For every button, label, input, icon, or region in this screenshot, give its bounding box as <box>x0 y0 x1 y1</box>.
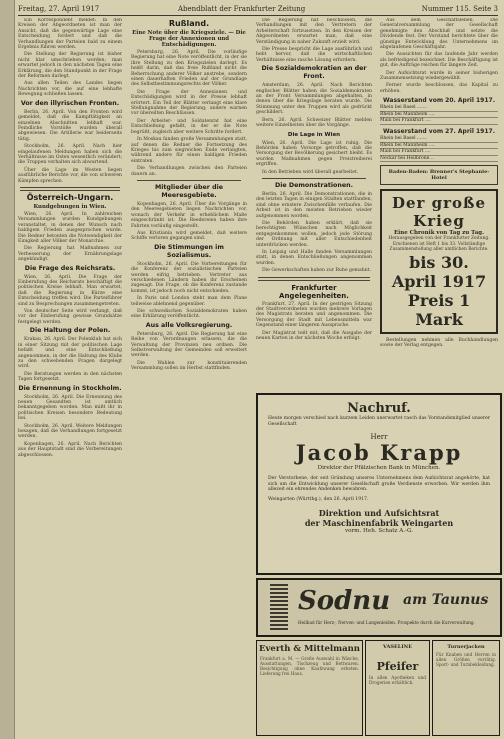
col1-heading-reichsrat: Die Frage des Reichsrats. <box>24 264 116 272</box>
col4-text-bottom: Bestellungen nehmen alle Buchhandlungen sowie der Verlag entgegen. <box>380 337 498 349</box>
col3-heading-frankfurt: Frankfurter Angelegenheiten. <box>279 283 349 300</box>
column-3 <box>256 18 372 390</box>
col3-text-demonstrations: Berlin, 26. April. Die Demonstrationen, die in den letzten Tagen in einigen Städten stattfanden, sind ohne ernstere Zwischenfälle verlaufen. Die Arbeit ist in den meisten Betrieben wieder aufgenommen worden. Die Behörden haben erklärt, daß sie berechtigten Wünschen nach Möglichkeit entgegenkommen wollen, jedoch jede Störung der Ordnung mit aller Entschiedenheit unterdrücken werden. In Leipzig und Halle fanden Versammlungen statt, in denen Entschließungen angenommen wurden. Die Gewerkschaften haben zur Ruhe gemahnt. <box>256 191 372 274</box>
col3-heading-demonstrations: Die Demonstrationen. <box>275 181 353 189</box>
col1-text-reichsrat: Wien, 26. April. Die Frage der Einberufung des Reichsrats beschäftigt die politischen Kreise lebhaft. Man erwartet, daß die Regierung in Kürze eine Entscheidung treffen wird. Die Parteiführer sind zu Besprechungen zusammengetreten. Von deutscher Seite wird verlangt, daß vor der Einberufung gewisse Grundsätze festgelegt werden. <box>18 274 122 325</box>
hotel-ad <box>380 165 498 185</box>
col3-heading-front: Die Sozialdemokratien an der Front. <box>261 65 367 81</box>
obituary-signature-1: Direktion und Aufsichtsrat <box>318 507 440 518</box>
everth-ad-title: Everth & Mittelmann <box>259 644 360 654</box>
col2-text-government: Petersburg, 26. April. Die Regierung hat eine Reihe von Verordnungen erlassen, die die Verwaltung der Provinzen neu ordnen. Die Selbstverwaltung der Gemeinden soll erweitert werden. Die Wahlen zur konstituierenden Versammlung sollen im Herbst stattfinden. <box>131 331 247 372</box>
obituary-signature-2: der Maschinenfabrik Weingarten <box>304 517 454 528</box>
krieg-book-price: Preis 1 Mark <box>407 290 471 329</box>
obituary-intro: Heute morgen verschied nach kurzem Leiden unerwartet rasch das Vorstandsmitglied unserer Gesellschaft <box>268 416 490 427</box>
col2-subheading-note: Eine Note über die Kriegsziele. — Die Frage der Annexionen und Entschädigungen. <box>132 30 246 48</box>
col3-heading-sub: Die Lage in Wien <box>287 131 341 138</box>
col1-subheading-vienna: Kundgebungen in Wien. <box>33 203 107 210</box>
vaseline-ad <box>365 640 430 736</box>
header-page-number: Nummer 115. Seite 3 <box>421 5 498 13</box>
water-level-heading-1: Wasserstand vom 20. April 1917. <box>383 97 495 105</box>
col1-text-poles: Krakau, 26. April. Der Polenklub hat sich in einer Sitzung mit der politischen Lage befaßt und eine Entschließung angenommen, in der die Haltung des Klubs zu den schwebenden Fragen dargelegt wird. Die Beratungen werden in den nächsten Tagen fortgesetzt. <box>18 337 122 383</box>
soden-ad-subtitle: am Taunus <box>403 592 489 608</box>
col2-heading-russia: Rußland. <box>168 19 210 28</box>
col1-text-fronts: Berlin, 26. April. Von den Fronten wird gemeldet, daß die Kampftätigkeit an einzelnen Abschnitten lebhaft war. Feindliche Vorstöße wurden überall abgewiesen. Die Artillerie war beiderseits tätig. Stockholm, 26. April. Nach hier eingelaufenen Meldungen haben sich die Verhältnisse im Osten wesentlich verändert; die Truppen verhalten sich abwartend. Über die Lage im Westen liegen ausführliche Berichte vor, die von schweren Kämpfen sprechen. <box>18 109 122 184</box>
turnerjacken-ad <box>432 640 500 736</box>
vaseline-ad-text: In allen Apotheken und Drogerien erhältlich. <box>369 675 426 685</box>
col1-heading-fronts: Vor den illyrischen Fronten. <box>20 99 120 107</box>
obituary-name: Jacob Krapp <box>295 440 463 466</box>
col1-heading-austria: Österreich-Ungarn. <box>26 192 114 202</box>
col3-text-front: Amsterdam, 26. April. Nach Berichten englischer Blätter haben die Sozialdemokraten an der Front Versammlungen abgehalten, in denen über die Kriegslage beraten wurde. Die Stimmung unter den Truppen wird als gedrückt geschildert. Bern, 26. April. Schweizer Blätter melden weitere Einzelheiten über die Vorgänge. <box>256 83 372 129</box>
krieg-book-text: Herausgegeben von der Frankfurter Zeitung. Erschienen ist Heft 1 bis 33. Vollständige Zusammenstellung aller amtlichen Berichte. <box>388 236 490 253</box>
col4-text-top: Aus dem Geschäftsleben. Die Generalversammlung der Gesellschaft genehmigte den Abschluß und setzte die Dividende fest. Der Vorstand berichtete über die günstige Entwicklung des Unternehmens im abgelaufenen Geschäftsjahr. Die Aussichten für das laufende Jahr werden als befriedigend bezeichnet. Die Beschäftigung ist gut, die Aufträge reichen für längere Zeit. Der Aufsichtsrat wurde in seiner bisherigen Zusammensetzung wiedergewählt. Ferner wurde beschlossen, das Kapital zu erhöhen. <box>380 18 498 94</box>
pfeifer-ad-name: Pfeifer <box>376 660 419 673</box>
obituary-herr: Herr <box>370 433 388 442</box>
col1-text-vienna: Wien, 26. April. In zahlreichen Versammlungen wurden Kundgebungen veranstaltet, in denen der Wunsch nach baldigem Frieden ausgesprochen wurde. Die Redner betonten die Notwendigkeit der Einigkeit aller Völker der Monarchie. Die Regierung hat Maßnahmen zur Verbesserung der Ernährungslage angekündigt. <box>18 211 122 263</box>
col2-heading-sea: Mitglieder über die Meeresgebiete. <box>154 183 224 199</box>
tower-illustration <box>270 584 288 630</box>
obituary-notice <box>256 393 502 575</box>
krieg-book-ad <box>380 189 498 333</box>
col3-text-top: Die Regierung hat beschlossen, die Verhandlungen mit den Vertretern der Arbeiterschaft fortzusetzen. In den Kreisen der Abgeordneten erwartet man, daß eine Verständigung in naher Zukunft erzielt wird. Die Presse bespricht die Lage ausführlich und hebt hervor, daß die wirtschaftlichen Verhältnisse eine rasche Lösung erfordern. <box>256 18 372 63</box>
water-level-heading-2: Wasserstand vom 27. April 1917. <box>383 128 495 136</box>
water-level-table-2: Rhein bei Basel ....... Rhein bei Mannheim .... Main bei Frankfurt .... Neckar bei Heilbronn .. <box>380 136 498 162</box>
obituary-role: Direktor der Pfälzischen Bank in München. <box>317 465 441 472</box>
krieg-book-date: bis 30. April 1917 <box>391 252 487 291</box>
everth-mittelmann-ad <box>256 640 363 736</box>
col3-text-frankfurt: Frankfurt, 27. April. In der gestrigen Sitzung der Stadtverordneten wurden mehrere Vorlagen des Magistrats beraten und angenommen. Die Versorgung der Stadt mit Lebensmitteln war Gegenstand einer längeren Aussprache. Der Magistrat teilt mit, daß die Ausgabe der neuen Karten in der nächsten Woche erfolgt. <box>256 301 372 342</box>
obituary-title: Nachruf. <box>347 401 411 416</box>
everth-ad-text: Frankfurt a. M. — Große Auswahl in Wäsche, Ausstattungen, Tischzeug und Bettwaren. Besichtigung ohne Kaufzwang erbeten. Lieferung frei Haus. <box>260 656 359 676</box>
col2-text-russia: Petersburg, 26. April. Die vorläufige Regierung hat eine Note veröffentlicht, in der sie ihre Stellung zu den Kriegszielen darlegt. Es heißt darin, daß das freie Rußland nicht die Beherrschung anderer Völker anstrebe, sondern einen dauerhaften Frieden auf der Grundlage des Selbstbestimmungsrechts der Völker. Die Frage der Annexionen und Entschädigungen wird in der Presse lebhaft erörtert. Ein Teil der Blätter verlangt eine klare Stellungnahme der Regierung; andere warnen vor übereilten Beschlüssen. Der Arbeiter- und Soldatenrat hat eine Entschließung gefaßt, in der er die Note begrüßt, zugleich aber weitere Schritte fordert. In Moskau fanden große Versammlungen statt, auf denen die Redner die Fortsetzung des Krieges bis zum siegreichen Ende verlangten, während andere für einen baldigen Frieden eintraten. Die Verhandlungen zwischen den Parteien dauern an. <box>131 50 247 177</box>
col2-text-socialism: Stockholm, 26. April. Die Vorbereitungen für die Konferenz der sozialistischen Parteien werden eifrig betrieben. Vertreter aus verschiedenen Ländern haben ihr Erscheinen zugesagt. Die Frage, ob die Konferenz zustande kommt, ist jedoch noch nicht entschieden. In Paris und London steht man dem Plane teilweise ablehnend gegenüber. Die schwedischen Sozialdemokraten haben eine Erklärung veröffentlicht. <box>131 261 247 320</box>
column-1 <box>18 18 122 733</box>
soden-ad-fineprint: Heilbad für Herz-, Nerven- und Lungenleiden. Prospekte durch die Kurverwaltung. <box>298 620 475 625</box>
col2-heading-socialism: Die Stimmungen im Sozialismus. <box>154 243 224 259</box>
obituary-body: Der Verstorbene, der seit Gründung unseres Unternehmens dem Aufsichtsrat angehörte, hat sich um die Entwicklung unserer Gesellschaft große Verdienste erworben. Wir werden ihm allezeit ein ehrendes Andenken bewahren. <box>268 476 490 493</box>
col1-text-top: Ein Korrespondent meldet: In den Kreisen der Abgeordneten ist man der Ansicht, daß die gegenwärtige Lage eine Entscheidung fordert und daß die Verhandlungen der Parteien bald zu einem Ergebnis führen werden. Die Stellung der Regierung ist bisher nicht klar umschrieben worden; man erwartet jedoch in den nächsten Tagen eine Erklärung, die den Standpunkt in der Frage der Reformen darlegt. Aus allen Teilen des Landes liegen Nachrichten vor, die auf eine lebhafte Bewegung schließen lassen. <box>18 18 122 98</box>
header-date: Freitag, 27. April 1917 <box>18 5 100 13</box>
krieg-book-subtitle: Eine Chronik von Tag zu Tag. <box>393 230 485 237</box>
header-paper-title: Abendblatt der Frankfurter Zeitung <box>178 5 306 13</box>
col3-text-demo-intro: Wien, 26. April. Die Lage ist ruhig. Die Behörden haben Vorsorge getroffen, daß die Versorgung der Bevölkerung gesichert bleibt. Es wurden Maßnahmen gegen Preistreiberei ergriffen. In den Betrieben wird überall gearbeitet. <box>256 140 372 175</box>
binding-gutter <box>0 0 15 739</box>
page-header <box>18 3 498 16</box>
column-4 <box>380 18 498 390</box>
soden-spa-ad <box>256 578 502 637</box>
hotel-ad-name: Baden-Baden: Brenner's Stephanie-Hotel <box>388 169 490 182</box>
turnerjacken-ad-text: Für Knaben und Herren in allen Größen vorrätig. Sport- und Turnbekleidung. <box>436 652 496 667</box>
obituary-date: Weingarten (Württbg.), den 26. April 1917. <box>268 496 369 502</box>
column-2 <box>131 18 247 733</box>
soden-ad-title: Sodnu <box>298 586 391 616</box>
col1-text-stockholm: Stockholm, 26. April. Die Ernennung des neuen Gesandten ist amtlich bekanntgegeben worden. Man mißt ihr in politischen Kreisen besondere Bedeutung bei. Stockholm, 26. April. Weitere Meldungen besagen, daß die Verhandlungen fortgesetzt werden. Kopenhagen, 26. April. Nach Berichten aus der Hauptstadt sind die Vorbereitungen abgeschlossen. <box>18 394 122 458</box>
obituary-signature-3: vorm. Heh. Schatz A.-G. <box>344 527 414 534</box>
col2-heading-government: Aus alle Volksregierung. <box>145 321 233 329</box>
turnerjacken-ad-title: Turnerjacken <box>447 644 485 650</box>
krieg-book-title: Der große Krieg <box>391 194 486 231</box>
vaseline-ad-title: VASELINE <box>382 644 413 650</box>
col1-heading-poles: Die Haltung der Polen. <box>29 327 111 335</box>
col1-heading-stockholm: Die Ernennung in Stockholm. <box>18 384 122 392</box>
water-level-table-1: Rhein bei Basel ....... Rhein bei Mannheim .... Main bei Frankfurt .... <box>380 105 498 125</box>
col2-text-sea: Kopenhagen, 26. April. Über die Vorgänge in den Meeresgebieten liegen Nachrichten vor, wonach der Verkehr in erheblichem Maße eingeschränkt ist. Die Reedereien haben ihre Fahrten vorläufig eingestellt. Aus Kristiania wird gemeldet, daß weitere Schiffe verloren gegangen sind. <box>131 201 247 242</box>
